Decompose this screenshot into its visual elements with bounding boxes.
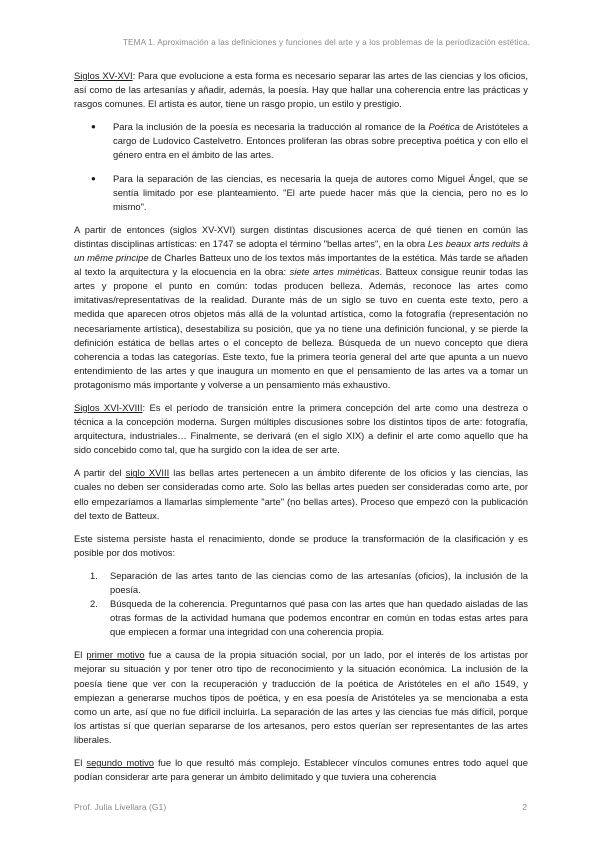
- paragraph-text: El: [74, 649, 87, 661]
- paragraph-primer-motivo: [74, 648, 528, 747]
- list-item: [74, 172, 528, 214]
- list-item-text: Búsqueda de la coherencia. Preguntarnos qué pasa con las artes que han quedado aisladas de las otras formas de la actividad humana que podemos encontrar en común en todas estas artes para que empiecen a formar una integridad con una coherencia propia.: [110, 598, 528, 638]
- bullet-icon: ●: [91, 122, 96, 132]
- list-item: [74, 569, 528, 597]
- paragraph-text: las bellas artes pertenecen a un ámbito diferente de los oficios y las ciencias, las cuales no deben ser consideradas como arte. Solo las bellas artes pueden ser consideradas como arte, por ello empezaríamos a llamarlas simplemente "arte" (no bellas artes). Proceso que empezó con la publicación del texto de Batteux.: [74, 467, 529, 521]
- paragraph-text: El: [74, 757, 87, 769]
- paragraph-text: : Es el período de transición entre la primera concepción del arte como una destreza o técnica a la concepción moderna. Surgen múltiples discusiones sobre los distintos tipos de arte: fotografía, arquitectura, industriales… Finalmente, se derivará (en el siglo XIX) a definir el arte como aquello que ha sido concebido como tal, que ha surgido con la idea de ser arte.: [74, 401, 528, 456]
- paragraph-segundo-motivo: [74, 756, 528, 784]
- document-body: [74, 69, 528, 784]
- list-number: 1.: [90, 569, 98, 581]
- underlined-term: siglo XVIII: [125, 467, 170, 479]
- page-header: TEMA 1. Aproximación a las definiciones y funciones del arte y a los problemas de la periodización estética.: [122, 38, 530, 47]
- book-title: Les beaux arts reduits à un même principe: [74, 237, 528, 264]
- paragraph-siglo-xviii: [74, 466, 528, 522]
- list-item: [74, 120, 528, 162]
- underlined-term: primer motivo: [86, 649, 145, 661]
- bullet-icon: ●: [91, 173, 96, 183]
- underlined-term: segundo motivo: [86, 757, 154, 769]
- section-heading-xv-xvi: Siglos XV-XVI: [74, 70, 133, 81]
- paragraph-text: fue a causa de la propia situación social, por un lado, por el interés de los artistas por mejorar su situación y por tener otro tipo de reconocimiento y la situación económica. La inclusión de la poesía tiene que ver con la recuperación y traducción de la poética de Aristóteles en el año 1549, y empiezan a generarse muchos tipos de poética, y en esa poesía de Aristóteles ya se mencionaba a esta como un arte, así que no fue difícil incluirla. La separación de las artes y las ciencias fue más difícil, porque los artistas sí que querían separarse de los artesanos, pero estos querían ser representantes de las artes liberales.: [74, 649, 528, 745]
- bullet-list: [74, 120, 528, 214]
- section-heading-xvi-xviii: Siglos XVI-XVIII: [74, 401, 143, 413]
- list-item: [74, 597, 528, 639]
- page-number: 2: [522, 802, 527, 812]
- numbered-list: [74, 569, 528, 639]
- list-item-text: Separación de las artes tanto de las ciencias como de las artesanías (oficios), la inclusión de la poesía.: [110, 569, 528, 595]
- paragraph-text: : Para que evolucione a esta forma es necesario separar las artes de las ciencias y los oficios, así como de las artesanías y añadir, además, la poesía. Hay que hallar una coherencia entre las prácticas y rasgos comunes. El artista es autor, tiene un rasgo propio, un estilo y prestigio.: [74, 70, 528, 110]
- list-item-text: Para la separación de las ciencias, es necesaria la queja de autores como Miguel Ángel, que se sentía limitado por ese planteamiento. "El arte puede hacer más que la ciencia, pero no es lo mismo".: [113, 172, 528, 212]
- paragraph-batteux: [74, 223, 528, 392]
- footer-author: Prof. Julia Livellara (G1): [74, 802, 167, 812]
- paragraph-siglos-xv-xvi: [74, 69, 528, 111]
- list-number: 2.: [90, 598, 98, 610]
- paragraph-text: fue lo que resultó más complejo. Establecer vínculos comunes entres todo aquel que podían considerar arte para generar un ámbito delimitado y que tuviera una coherencia: [74, 757, 528, 783]
- list-item-italic: Poética: [428, 121, 460, 133]
- list-item-text: Para la inclusión de la poesía es necesaria la traducción al romance de la: [113, 121, 429, 133]
- paragraph-text: de Charles Batteux uno de los textos más importantes de la estética. Más tarde se añaden al texto la arquitectura y la elocuencia en la obra:: [74, 252, 529, 278]
- paragraph-text: A partir del: [74, 467, 126, 479]
- book-title: siete artes miméticas: [289, 266, 380, 278]
- paragraph-text: . Batteux consigue reunir todas las artes y propone el punto en común: todas producen belleza. Además, reconoce las artes como imitativas/representativas de la realidad. Durante más de un siglo se tuvo en cuenta este texto, pero a medida que aparecen otros objetos más allá de la voluntad artística, como la fotografía (representación no necesariamente artística), desestabiliza su posición, que ya no tiene una definición funcional, y se pierde la definición estática de bellas artes o el concepto de belleza. Búsqueda de un nuevo concepto que diera coherencia a todas las categorías. Este texto, fue la primera teoría general del arte que apunta a un nuevo entendimiento de las artes y que inaugura un momento en que el pensamiento de las artes va a tomar un protagonismo más importante y volverse a un pensamiento más exhaustivo.: [74, 266, 529, 390]
- paragraph-siglos-xvi-xviii: [74, 401, 528, 457]
- list-item-text: de Aristóteles a cargo de Ludovico Castelvetro. Entonces proliferan las obras sobre preceptiva poética y con ello el género entra en el ámbito de las artes.: [113, 121, 528, 161]
- paragraph-text: A partir de entonces (siglos XV-XVI) surgen distintas discusiones acerca de qué tienen en común las distintas disciplinas artísticas: en 1747 se adopta el término "bellas artes", en la obra: [74, 223, 528, 249]
- paragraph-sistema: Este sistema persiste hasta el renacimiento, donde se produce la transformación de la clasificación y es posible por dos motivos:: [74, 532, 528, 558]
